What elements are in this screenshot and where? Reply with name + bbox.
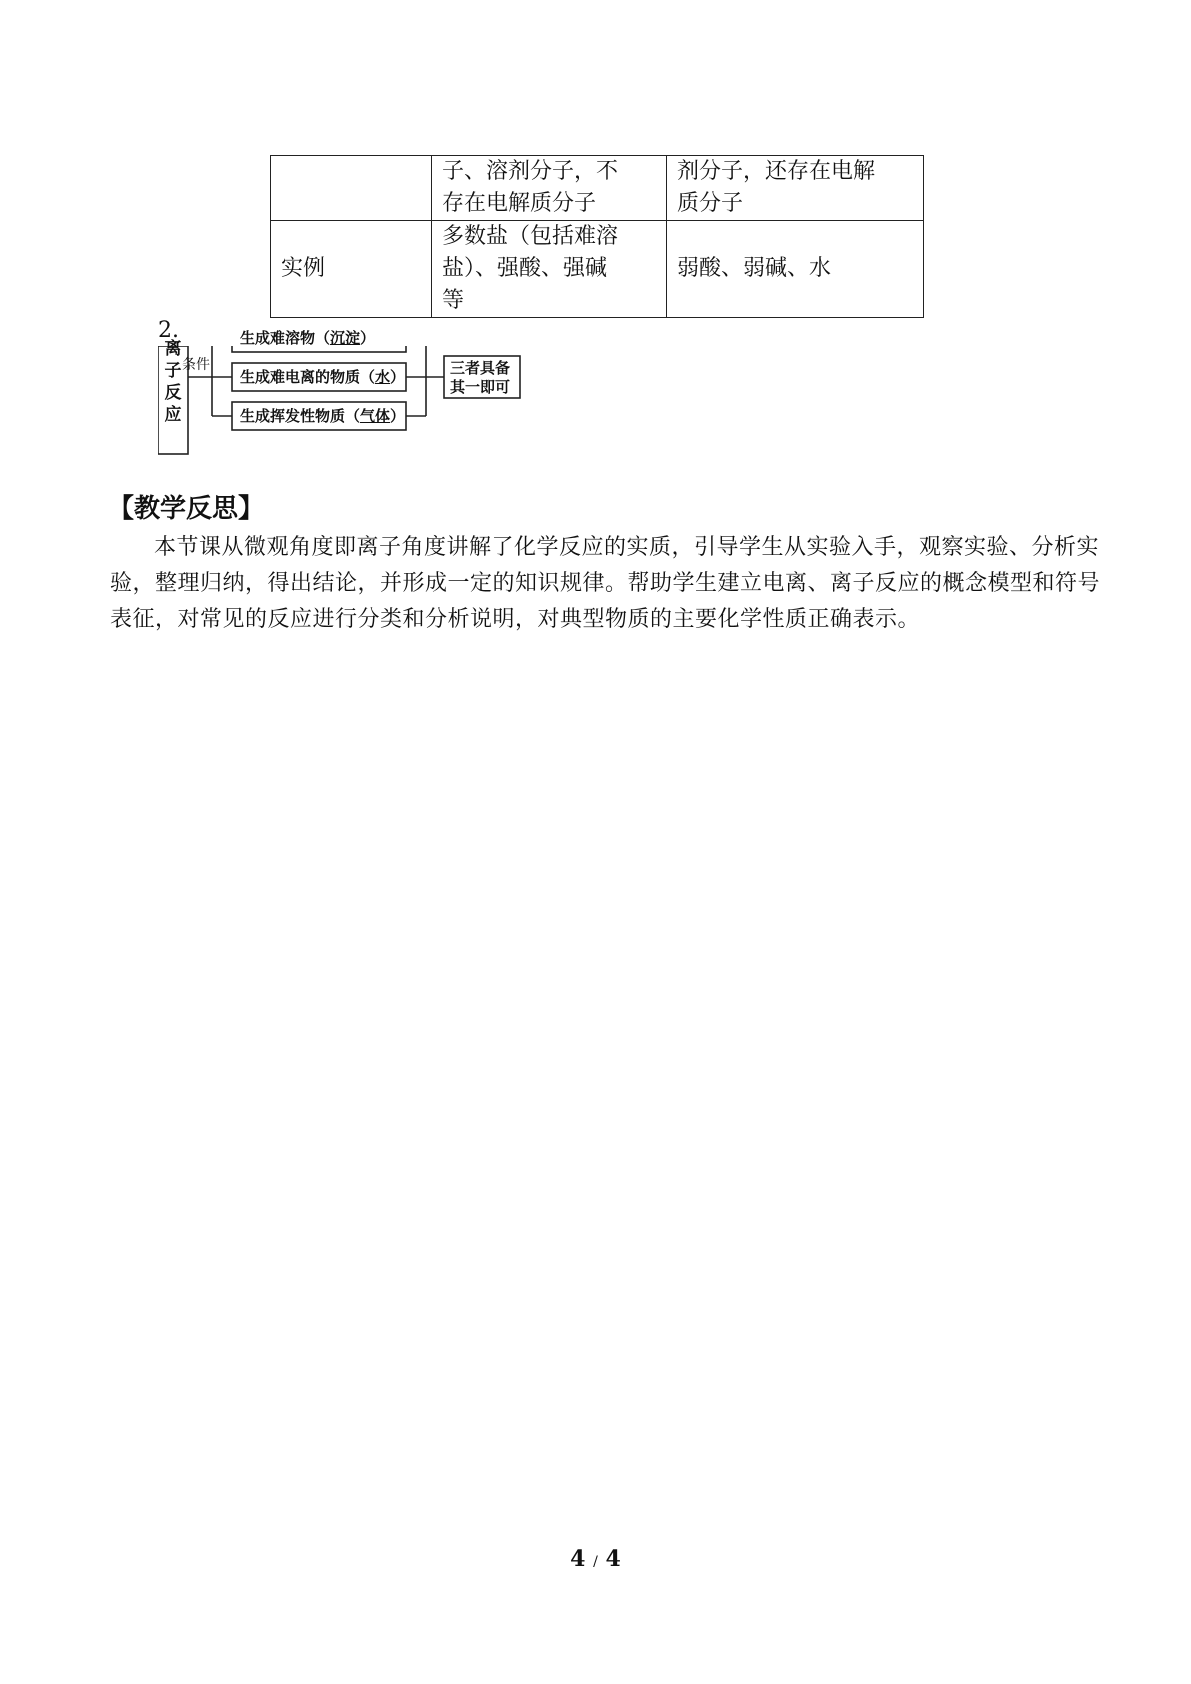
branch-prefix: 生成难电离的物质（ [240, 368, 376, 386]
branch-water [240, 368, 405, 386]
page-separator: / [593, 1554, 598, 1570]
main-box-label: 离子反应 [164, 339, 182, 425]
result-line-1: 三者具备 [450, 359, 511, 377]
table-cell-weak-examples: 弱酸、弱碱、水 [667, 221, 924, 318]
table-cell-strong-electrolyte [432, 156, 667, 221]
table-row [271, 221, 924, 318]
branch-precipitate [240, 329, 375, 347]
page-current: 4 [570, 1546, 586, 1572]
section-heading: 【教学反思】 [108, 494, 265, 524]
table-cell-strong-examples [432, 221, 667, 318]
page-total: 4 [605, 1546, 621, 1572]
cell-line: 多数盐（包括难溶 [442, 224, 619, 249]
table-cell-examples-label: 实例 [271, 221, 432, 318]
branch-key: 气体 [360, 407, 391, 425]
branch-suffix: ） [360, 329, 376, 347]
branch-suffix: ） [390, 368, 406, 386]
result-line-2: 其一即可 [450, 378, 511, 396]
cell-line: 剂分子，还存在电解 [677, 159, 876, 184]
page-number [0, 1546, 1191, 1572]
branch-gas [240, 407, 405, 425]
cell-line: 盐）、强酸、强碱 [442, 256, 608, 281]
condition-label: 条件 [182, 357, 210, 373]
comparison-table [270, 155, 924, 318]
ionic-reaction-diagram [158, 329, 568, 466]
cell-line: 质分子 [677, 191, 744, 216]
branch-prefix: 生成难溶物（ [240, 329, 331, 347]
reflection-paragraph: 本节课从微观角度即离子角度讲解了化学反应的实质，引导学生从实验入手，观察实验、分析实验，整理归纳，得出结论，并形成一定的知识规律。帮助学生建立电离、离子反应的概念模型和符号表征，对常见的反应进行分类和分析说明，对典型物质的主要化学性质正确表示。 [110, 535, 1101, 632]
table-cell-weak-electrolyte [667, 156, 924, 221]
cell-line: 子、溶剂分子，不 [442, 159, 619, 184]
branch-prefix: 生成挥发性物质（ [240, 407, 361, 425]
table-cell-empty [271, 156, 432, 221]
cell-line: 存在电解质分子 [442, 191, 597, 216]
branch-suffix: ） [390, 407, 406, 425]
branch-key: 水 [375, 368, 391, 386]
table-row [271, 156, 924, 221]
item-number: 2. [158, 318, 179, 343]
branch-key: 沉淀 [330, 329, 361, 347]
cell-line: 等 [442, 288, 465, 313]
